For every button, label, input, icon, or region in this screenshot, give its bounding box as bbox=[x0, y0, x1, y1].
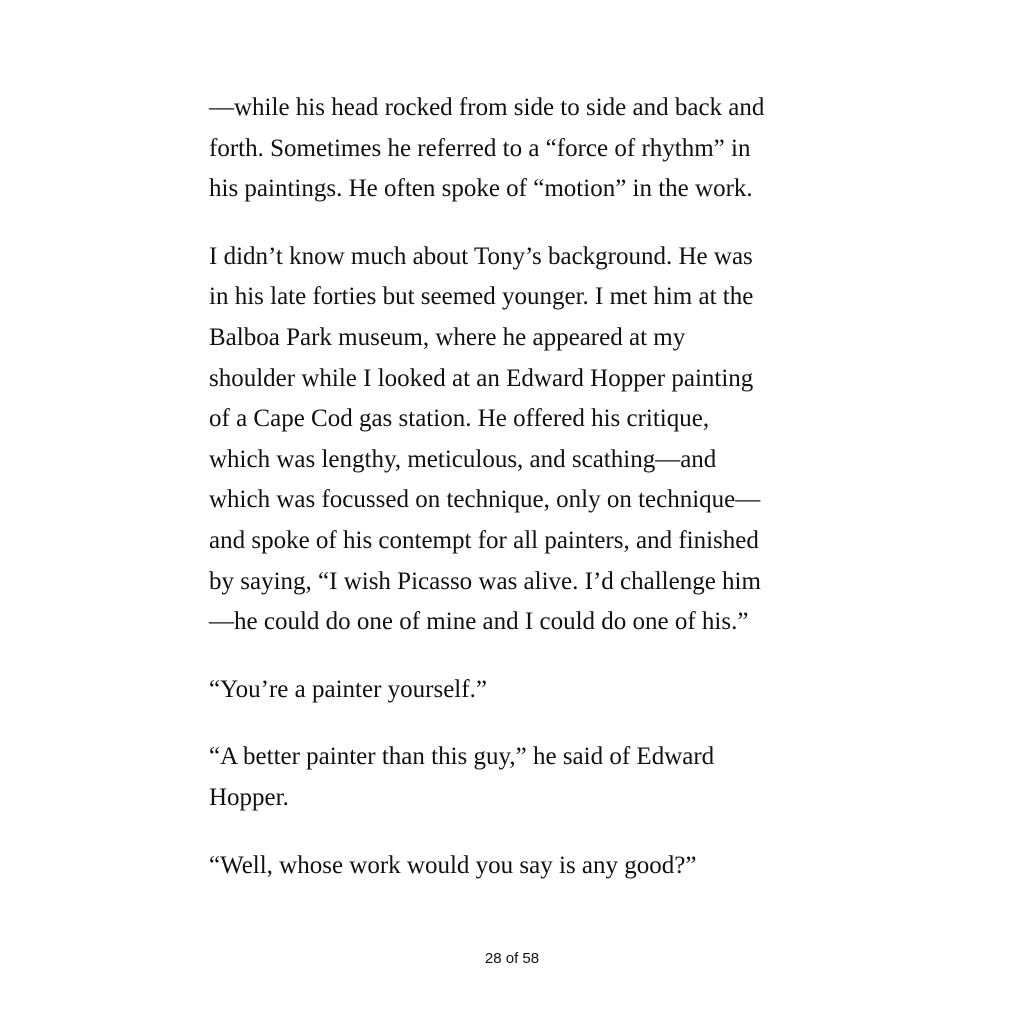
paragraph-3 bbox=[209, 670, 824, 711]
text-line: Balboa Park museum, where he appeared at my bbox=[209, 323, 686, 351]
paragraph-5 bbox=[209, 846, 824, 887]
text-line: I didn’t know much about Tony’s background. He was bbox=[209, 242, 753, 270]
text-line: —while his head rocked from side to side and back and bbox=[209, 94, 765, 121]
text-line: Hopper. bbox=[209, 783, 289, 811]
paragraph-2 bbox=[209, 237, 824, 643]
text-line: —he could do one of mine and I could do one of his.” bbox=[209, 608, 749, 636]
text-line: by saying, “I wish Picasso was alive. I’d challenge him bbox=[209, 567, 761, 595]
paragraph-4 bbox=[209, 737, 824, 818]
text-line: in his late forties but seemed younger. I met him at the bbox=[209, 283, 754, 311]
text-line: “A better painter than this guy,” he said of Edward bbox=[209, 743, 715, 771]
text-line: forth. Sometimes he referred to a “force of rhythm” in bbox=[209, 134, 751, 162]
text-line: “Well, whose work would you say is any good?” bbox=[209, 851, 697, 879]
text-line: of a Cape Cod gas station. He offered his critique, bbox=[209, 405, 710, 433]
text-line: his paintings. He often spoke of “motion” in the work. bbox=[209, 175, 753, 203]
paragraph-1 bbox=[209, 88, 824, 210]
text-line: which was focussed on technique, only on technique— bbox=[209, 486, 761, 514]
text-line: “You’re a painter yourself.” bbox=[209, 675, 487, 703]
text-line: which was lengthy, meticulous, and scathing—and bbox=[209, 445, 717, 473]
text-line: shoulder while I looked at an Edward Hopper painting bbox=[209, 364, 754, 392]
text-line: and spoke of his contempt for all painters, and finished bbox=[209, 526, 759, 554]
page-indicator: 28 of 58 bbox=[484, 950, 540, 967]
text-column bbox=[209, 88, 824, 886]
